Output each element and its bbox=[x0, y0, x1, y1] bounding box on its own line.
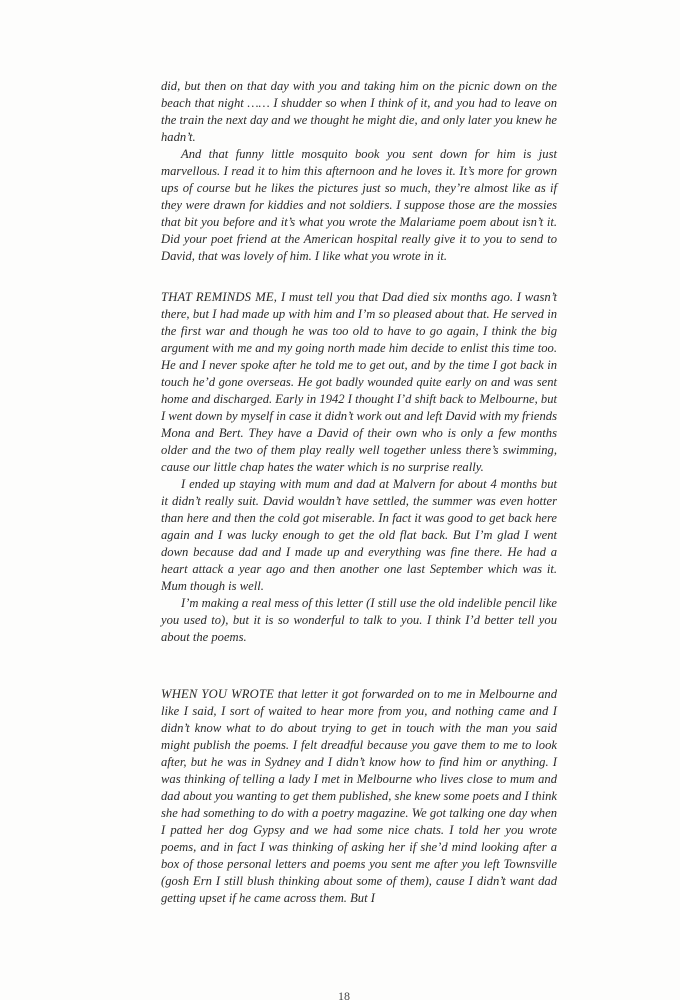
paragraph-5: I’m making a real mess of this letter (I still use the old indelible pencil like you used to), but it is so wonderful to talk to you. I think I’d better tell you about the poems. bbox=[161, 596, 557, 644]
paragraph-6-body: that letter it got forwarded on to me in Melbourne and like I said, I sort of waited to hear more from you, and nothing came and I didn’t know what to do about trying to get in touch with the man you said might publish the poems. I felt dreadful because you gave them to me to look after, but he was in Sydney and I didn’t know how to find him or anything. I was thinking of telling a lady I met in Melbourne who lives close to mum and dad about you wanting to get them published, she knew some poets and I think she had something to do with a poetry magazine. We got talking one day when I patted her dog Gypsy and we had some nice chats. I told her you wrote poems, and in fact I was thinking of asking her if she’d mind looking after a box of those personal letters and poems you sent me after you left Townsville (gosh Ern I still blush thinking about some of them), cause I didn’t want dad getting upset if he came across them. But I bbox=[161, 687, 557, 905]
section-lead-text: THAT REMINDS ME, bbox=[161, 290, 278, 304]
letter-section-2 bbox=[161, 289, 557, 646]
letter-section-1 bbox=[161, 78, 557, 265]
paragraph-4: I ended up staying with mum and dad at Malvern for about 4 months but it didn’t really suit. David wouldn’t have settled, the summer was even hotter than here and then the cold got miserable. In fact it was good to get back here again and I was lucky enough to get the old flat back. But I’m glad I went down because dad and I made up and everything was fine there. He had a heart attack a year ago and then another one last September which was it. Mum though is well. bbox=[161, 477, 557, 593]
paragraph-3-body: I must tell you that Dad died six months ago. I wasn’t there, but I had made up with him and I’m so pleased about that. He served in the first war and though he was too old to have to go again, I think the big argument with me and my going north made him decide to enlist this time too. He and I never spoke after he told me to get out, and by the time I got back in touch he’d gone overseas. He got badly wounded quite early on and was sent home and discharged. Early in 1942 I thought I’d shift back to Melbourne, but I went down by myself in case it didn’t work out and left David with my friends Mona and Bert. They have a David of their own who is only a few months older and the two of them play really well together unless there’s swimming, cause our little chap hates the water which is no surprise really. bbox=[161, 290, 557, 474]
page-number: 18 bbox=[338, 989, 350, 1003]
paragraph-2: And that funny little mosquito book you sent down for him is just marvellous. I read it to him this afternoon and he loves it. It’s more for grown ups of course but he likes the pictures just so much, they’re almost like as if they were drawn for kiddies and not soldiers. I suppose those are the mossies that bit you before and it’s what you wrote the Malariame poem about isn’t it. Did your poet friend at the American hospital really give it to you to send to David, that was lovely of him. I like what you wrote in it. bbox=[161, 147, 557, 263]
letter-section-3 bbox=[161, 686, 557, 907]
paragraph-6 bbox=[161, 686, 557, 907]
paragraph-1: did, but then on that day with you and taking him on the picnic down on the beach that night …… I shudder so when I think of it, and you had to leave on the train the next day and we thought he might die, and only later you knew he hadn’t. bbox=[161, 79, 557, 144]
section-lead-text: WHEN YOU WROTE bbox=[161, 687, 275, 701]
paragraph-3 bbox=[161, 289, 557, 476]
